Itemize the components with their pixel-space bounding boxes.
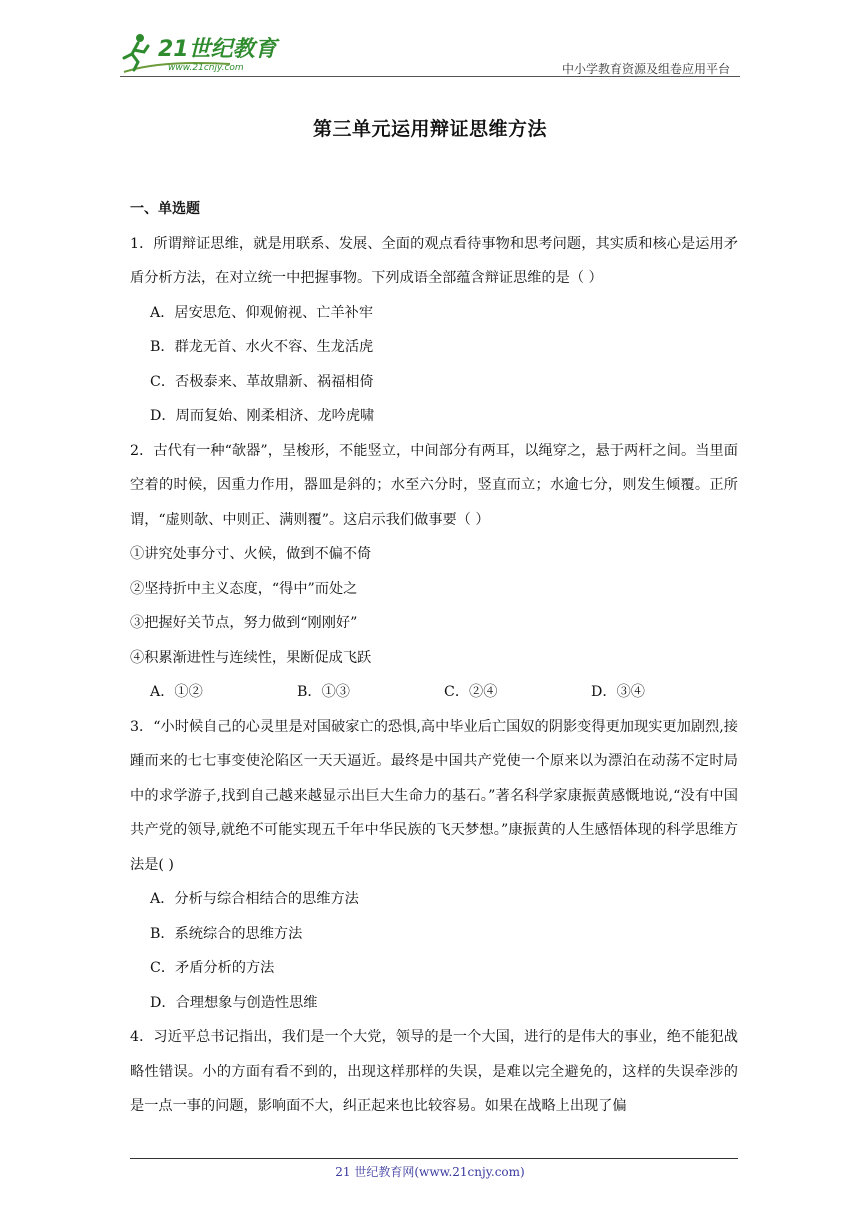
question-4-stem: 4．习近平总书记指出，我们是一个大党，领导的是一个大国，进行的是伟大的事业，绝不能犯战略性错误。小的方面有看不到的，出现这样那样的失误，是难以完全避免的，这样的失误牵涉的是一点一事的问题，影响面不大，纠正起来也比较容易。如果在战略上出现了偏 [130, 1029, 738, 1114]
question-2-item-2: ②坚持折中主义态度，“得中”而处之 [130, 580, 358, 597]
footer-divider [130, 1158, 738, 1159]
question-1-option-b: B．群龙无首、水火不容、生龙活虎 [150, 339, 374, 355]
question-1-stem: 1．所谓辩证思维，就是用联系、发展、全面的观点看待事物和思考问题，其实质和核心是运用矛盾分析方法，在对立统一中把握事物。下列成语全部蕴含辩证思维的是（ ） [130, 235, 738, 286]
question-2-item-3: ③把握好关节点，努力做到“刚刚好” [130, 615, 358, 631]
logo-text: 21世纪教育 [158, 37, 277, 62]
question-1-option-c: C．否极泰来、革故鼎新、祸福相倚 [150, 373, 374, 390]
question-1-option-d: D．周而复始、刚柔相济、龙吟虎啸 [150, 408, 375, 424]
question-1-option-a: A．居安思危、仰观俯视、亡羊补牢 [150, 304, 374, 321]
question-3-option-a: A．分析与综合相结合的思维方法 [150, 891, 359, 907]
question-3-stem: 3．“小时候自己的心灵里是对国破家亡的恐惧,高中毕业后亡国奴的阴影变得更加现实更加剧烈,接踵而来的七七事变使沦陷区一天天逼近。最终是中国共产党使一个原来以为漂泊在动荡不定时局中的求学游子,找到自己越来越显示出巨大生命力的基石。”著名科学家康振黄感慨地说,“没有中国共产党的领导,就绝不可能实现五千年中华民族的飞天梦想。”康振黄的人生感悟体现的科学思维方法是( ) [130, 718, 738, 873]
logo-url: www.21cnjy.com [168, 63, 244, 73]
question-3-option-d: D．合理想象与创造性思维 [150, 994, 318, 1011]
question-2-item-1: ①讲究处事分寸、火候，做到不偏不倚 [130, 546, 372, 562]
header-divider [120, 76, 740, 77]
question-2-options [130, 675, 738, 710]
question-2-stem: 2．古代有一种“欹器”，呈梭形，不能竖立，中间部分有两耳，以绳穿之，悬于两杆之间。当里面空着的时候，因重力作用，器皿是斜的；水至六分时，竖直而立；水逾七分，则发生倾覆。正所谓，“虚则欹、中则正、满则覆”。这启示我们做事要（ ） [130, 442, 738, 528]
question-2-option-a: A．①② [150, 684, 203, 700]
question-2-option-d: D．③④ [591, 684, 645, 700]
question-3-option-c: C．矛盾分析的方法 [150, 960, 275, 976]
section-heading: 一、单选题 [130, 201, 200, 217]
platform-name: 中小学教育资源及组卷应用平台 [561, 62, 730, 76]
question-3-option-b: B．系统综合的思维方法 [150, 925, 303, 942]
question-2-item-4: ④积累渐进性与连续性，果断促成飞跃 [130, 649, 372, 666]
question-2-option-b: B．①③ [297, 684, 350, 700]
footer-link[interactable]: 21 世纪教育网(www.21cnjy.com) [335, 1165, 525, 1179]
logo-21cnjy-icon [120, 30, 290, 78]
document-body [130, 192, 738, 1124]
page-title: 第三单元运用辩证思维方法 [312, 118, 547, 140]
page-header [120, 30, 740, 78]
question-2-option-c: C．②④ [444, 684, 498, 700]
